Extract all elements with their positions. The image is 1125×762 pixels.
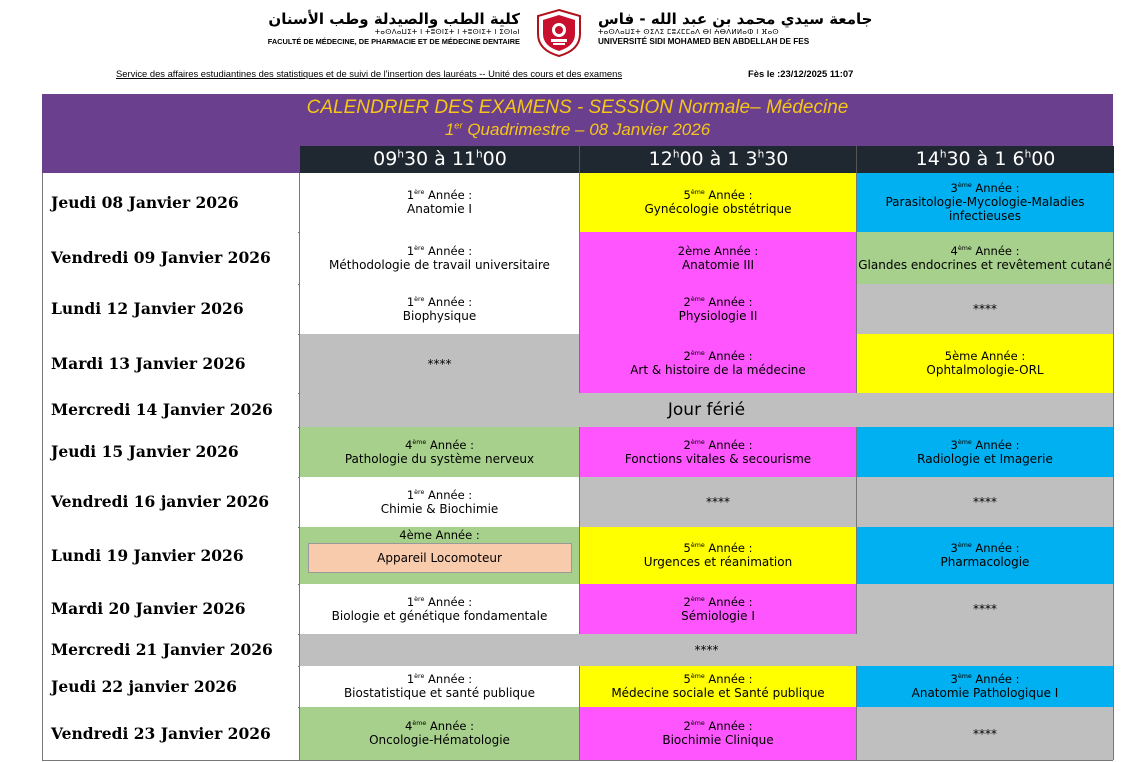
- exam-slot-2: [579, 284, 856, 334]
- exam-slot-3: [856, 477, 1114, 527]
- exam-subject: Anatomie I: [407, 202, 472, 216]
- exam-date: Mercredi 14 Janvier 2026: [42, 393, 298, 427]
- exam-date: Mardi 20 Janvier 2026: [42, 584, 298, 634]
- issue-date: Fès le :23/12/2025 11:07: [748, 68, 854, 79]
- exam-slot-3: [856, 173, 1114, 232]
- exam-subject: Ophtalmologie-ORL: [926, 363, 1044, 377]
- exam-date: Vendredi 09 Janvier 2026: [42, 232, 298, 284]
- exam-slot-2: [579, 334, 856, 393]
- table-row: [42, 477, 1113, 528]
- exam-slot-1: [299, 284, 579, 334]
- exam-subject: Urgences et réanimation: [643, 555, 793, 569]
- exam-subject: Appareil Locomoteur: [377, 551, 502, 565]
- study-year: 2ème Année :: [683, 594, 753, 609]
- exam-subject: Pathologie du système nerveux: [344, 451, 535, 466]
- exam-date: Vendredi 23 Janvier 2026: [42, 707, 298, 760]
- no-exam-marker: ****: [973, 495, 997, 509]
- exam-subject: Méthodologie de travail universitaire: [329, 257, 550, 272]
- exam-slot-1: [299, 666, 579, 707]
- exam-date: Vendredi 16 janvier 2026: [42, 477, 298, 527]
- exam-subject: Gynécologie obstétrique: [644, 202, 792, 216]
- faculty-name-french: FACULTÉ DE MÉDECINE, DE PHARMACIE ET DE MÉDECINE DENTAIRE: [267, 37, 520, 46]
- time-header-row: [42, 146, 1113, 173]
- no-exam-marker: ****: [973, 302, 997, 316]
- study-year: 1ère Année :: [406, 188, 473, 202]
- no-exam-marker: ****: [973, 602, 997, 616]
- exam-slot-1: [299, 427, 579, 477]
- exam-date: Jeudi 08 Janvier 2026: [42, 173, 298, 232]
- table-row: [42, 284, 1113, 335]
- study-year: 3ème Année :: [950, 672, 1020, 686]
- exam-slot-1: [299, 707, 579, 760]
- table-row: [42, 707, 1113, 761]
- exam-subject: Sémiologie I: [681, 608, 755, 623]
- exam-subject: Glandes endocrines et revêtement cutané: [858, 257, 1112, 272]
- study-year: 4ème Année :: [404, 437, 475, 452]
- exam-subject: Art & histoire de la médecine: [630, 363, 806, 377]
- exam-slot-1: [299, 173, 579, 232]
- exam-date: Mardi 13 Janvier 2026: [42, 334, 298, 393]
- table-row: [42, 427, 1113, 478]
- exam-date: Jeudi 15 Janvier 2026: [42, 427, 298, 477]
- study-year: 1ère Année :: [406, 594, 473, 609]
- time-slot-2: 12$^h$00 à 1 3$^h$30: [579, 146, 857, 173]
- table-row: [42, 666, 1113, 708]
- exam-slot-2: [579, 666, 856, 707]
- exam-subject: Oncologie-Hématologie: [369, 733, 510, 747]
- exam-subject: Biostatistique et santé publique: [343, 686, 536, 700]
- study-year: 5ème Année :: [683, 541, 753, 555]
- date-header-blank: [42, 146, 299, 173]
- faculty-name-arabic: كلية الطب والصيدلة وطب الأسنان: [268, 10, 520, 28]
- exam-slot-1: [299, 232, 579, 284]
- exam-slot-3: [856, 527, 1114, 584]
- study-year: 2ème Année :: [683, 437, 753, 452]
- table-row: [42, 173, 1113, 233]
- exam-subject: Biologie et génétique fondamentale: [331, 608, 548, 623]
- exam-subject: Physiologie II: [678, 308, 758, 323]
- exam-slot-2: [579, 584, 856, 634]
- study-year: 3ème Année :: [950, 181, 1020, 195]
- table-row: [42, 232, 1113, 285]
- no-exam-marker: ****: [427, 356, 452, 371]
- study-year: 4ème Année :: [399, 528, 480, 542]
- holiday-cell: Jour férié: [299, 393, 1114, 427]
- study-year: 1ère Année :: [406, 294, 473, 309]
- study-year: 3ème Année :: [950, 541, 1020, 555]
- table-row: [42, 334, 1113, 394]
- calendar-title: CALENDRIER DES EXAMENS - SESSION Normale– Médecine: [306, 97, 849, 118]
- exam-slot-3: [856, 666, 1114, 707]
- exam-slot-3: [856, 284, 1114, 334]
- exam-slot-3: [856, 232, 1114, 284]
- university-name-arabic: جامعة سيدي محمد بن عبد الله - فاس: [598, 10, 873, 28]
- study-year: 5ème Année :: [944, 349, 1026, 363]
- exam-slot-1: [299, 477, 579, 527]
- exam-slot-2: [579, 427, 856, 477]
- exam-slot-2: [579, 173, 856, 232]
- exam-slot-2: [579, 232, 856, 284]
- exam-subject: Médecine sociale et Santé publique: [611, 686, 825, 700]
- university-name-french: UNIVERSITÉ SIDI MOHAMED BEN ABDELLAH DE FES: [598, 37, 810, 46]
- table-row: [42, 393, 1113, 428]
- service-line: Service des affaires estudiantines des statistiques et de suivi de l'insertion des lauréats -- Unité des cours et des examens: [116, 68, 623, 79]
- exam-slot-3: [856, 584, 1114, 634]
- table-row: [42, 634, 1113, 667]
- study-year: 2ème Année :: [683, 349, 753, 363]
- study-year: 1ère Année :: [406, 672, 473, 686]
- university-crest-icon: [532, 8, 586, 58]
- study-year: 5ème Année :: [683, 188, 753, 202]
- exam-subject: Chimie & Biochimie: [380, 501, 499, 516]
- exam-slot-3: [856, 427, 1114, 477]
- empty-day-cell: ****: [299, 634, 1114, 666]
- no-exam-marker: ****: [973, 726, 997, 741]
- study-year: 2ème Année :: [683, 719, 753, 733]
- no-exam-marker: ****: [706, 495, 730, 509]
- exam-slot-2: [579, 707, 856, 760]
- study-year: 2ème Année :: [677, 243, 759, 258]
- study-year: 1ère Année :: [406, 487, 473, 502]
- exam-subject: Fonctions vitales & secourisme: [624, 451, 812, 466]
- university-name-tifinagh: ⵜⴰⵙⴷⴰⵡⵉⵜ ⵙⵉⴷⵉ ⵎⵓⵃⵎⵎⴰⴷ ⴱⵏ ⵄⴱⴷⵍⵍⴰⵀ ⵏ ⴼⴰⵙ: [598, 28, 779, 36]
- exam-subject: Pharmacologie: [940, 555, 1030, 569]
- exam-slot-3: [856, 334, 1114, 393]
- exam-slot-2: [579, 527, 856, 584]
- faculty-name-tifinagh: ⵜⴰⵙⴷⴰⵡⵉⵜ ⵏ ⵜⵓⵙⵏⵉⵜ ⵏ ⵜⵓⵙⵏⵉⵜ ⵏ ⵉⵙⵏⴰⵏ: [374, 28, 520, 36]
- exam-date: Mercredi 21 Janvier 2026: [42, 634, 298, 666]
- study-year: 2ème Année :: [683, 294, 753, 309]
- exam-subject: Anatomie Pathologique I: [911, 686, 1059, 700]
- study-year: 4ème Année :: [950, 243, 1020, 258]
- study-year: 5ème Année :: [683, 672, 753, 686]
- exam-subject: Biochimie Clinique: [662, 733, 774, 747]
- exam-slot-1: [299, 527, 579, 584]
- exam-date: Jeudi 22 janvier 2026: [42, 666, 298, 707]
- table-row: [42, 527, 1113, 585]
- study-year: 4ème Année :: [404, 719, 475, 733]
- faculty-header: [235, 10, 520, 46]
- time-slot-1: 09$^h$30 à 11$^h$00: [299, 146, 580, 173]
- exam-slot-1: [299, 334, 579, 393]
- table-row: [42, 584, 1113, 635]
- highlighted-subject-box: [308, 543, 572, 573]
- calendar-subtitle: 1er Quadrimestre – 08 Janvier 2026: [444, 120, 711, 139]
- exam-subject: Radiologie et Imagerie: [917, 451, 1053, 466]
- exam-date: Lundi 19 Janvier 2026: [42, 527, 298, 584]
- study-year: 1ère Année :: [406, 243, 473, 258]
- exam-date: Lundi 12 Janvier 2026: [42, 284, 298, 334]
- exam-subject: Parasitologie-Mycologie-Maladies infectieuses: [885, 195, 1085, 223]
- time-slot-3: 14$^h$30 à 1 6$^h$00: [856, 146, 1114, 173]
- exam-subject: Biophysique: [402, 308, 477, 323]
- exam-slot-2: [579, 477, 856, 527]
- exam-subject: Anatomie III: [681, 257, 755, 272]
- exam-slot-3: [856, 707, 1114, 760]
- study-year: 3ème Année :: [950, 437, 1020, 452]
- title-band: [42, 94, 1113, 146]
- exam-slot-1: [299, 584, 579, 634]
- university-header: [598, 10, 888, 46]
